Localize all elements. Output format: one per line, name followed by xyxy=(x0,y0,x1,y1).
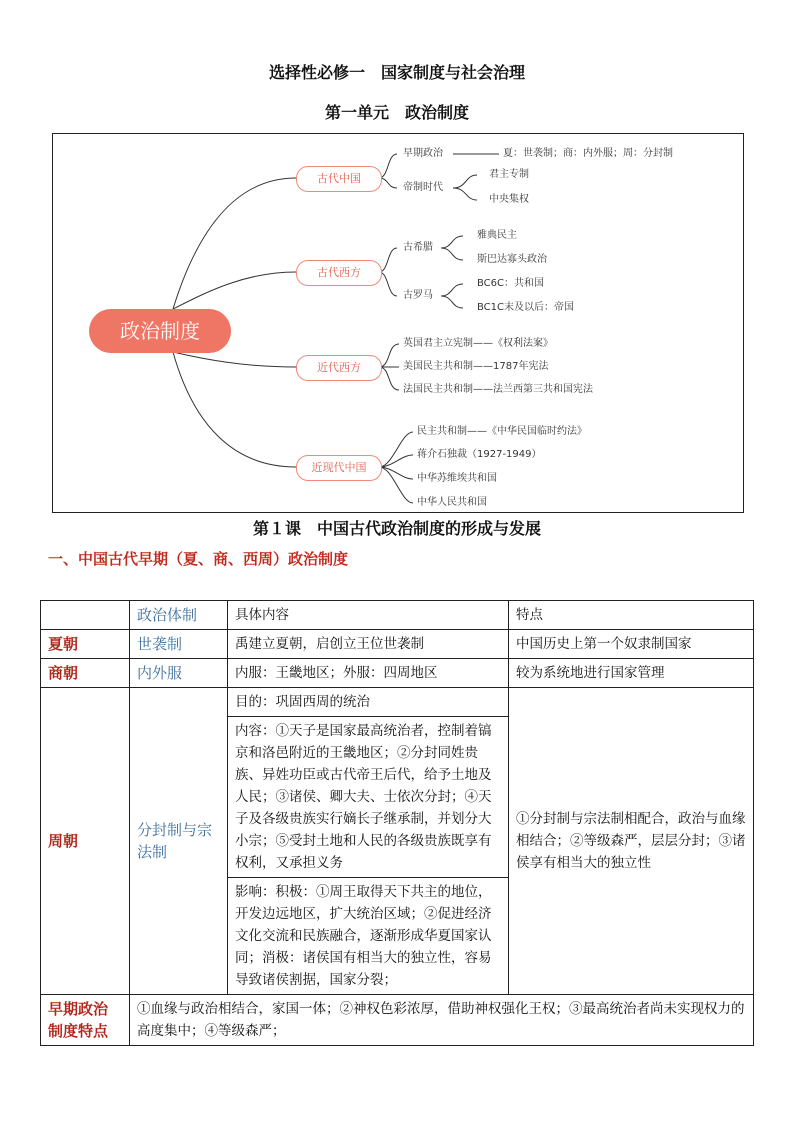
header-cell-feature: 特点 xyxy=(509,601,754,630)
leaf-sparta-oligarchy: 斯巴达寡头政治 xyxy=(477,254,547,265)
header-cell-system: 政治体制 xyxy=(130,601,228,630)
leaf-centralization: 中央集权 xyxy=(489,194,529,205)
zhou-details-cell xyxy=(228,688,509,995)
zhou-content: 内容：①天子是国家最高统治者，控制着镐京和洛邑附近的王畿地区；②分封同姓贵族、异姓功臣或古代帝王后代，给予土地及人民；③诸侯、卿大夫、士依次分封；④天子及各级贵族实行嫡长子继承制，并划分大小宗；⑤受封土地和人民的各级贵族既享有权利，又承担义务 xyxy=(228,716,508,877)
summary-label: 早期政治制度特点 xyxy=(41,995,130,1046)
leaf-imperial-era: 帝制时代 xyxy=(403,182,443,193)
branch-modern-china: 近现代中国 xyxy=(296,455,382,481)
politics-table xyxy=(40,600,754,1046)
feature-cell: 中国历史上第一个奴隶制国家 xyxy=(509,630,754,659)
summary-text: ①血缘与政治相结合，家国一体；②神权色彩浓厚，借助神权强化王权；③最高统治者尚未实现权力的高度集中；④等级森严； xyxy=(130,995,754,1046)
system-cell: 内外服 xyxy=(130,659,228,688)
unit-title: 第一单元 政治制度 xyxy=(324,103,469,122)
header-cell-empty xyxy=(41,601,130,630)
mind-map-root: 政治制度 xyxy=(89,309,231,353)
section-heading: 一、中国古代早期（夏、商、西周）政治制度 xyxy=(48,550,349,568)
zhou-purpose: 目的：巩固西周的统治 xyxy=(235,694,370,710)
leaf-roc-constitution: 民主共和制——《中华民国临时约法》 xyxy=(417,426,587,437)
dynasty-cell: 夏朝 xyxy=(41,630,130,659)
lesson-title: 第１课 中国古代政治制度的形成与发展 xyxy=(252,519,541,538)
leaf-athens-democracy: 雅典民主 xyxy=(477,230,517,241)
leaf-xia-shang-zhou: 夏：世袭制；商：内外服；周：分封制 xyxy=(503,148,673,159)
leaf-france: 法国民主共和制——法兰西第三共和国宪法 xyxy=(403,384,593,395)
feature-cell: 较为系统地进行国家管理 xyxy=(509,659,754,688)
dynasty-cell: 商朝 xyxy=(41,659,130,688)
leaf-prc: 中华人民共和国 xyxy=(417,497,487,508)
table-row-xia xyxy=(41,630,754,659)
leaf-early-politics: 早期政治 xyxy=(403,148,443,159)
leaf-roman-empire: BC1C末及以后：帝国 xyxy=(477,302,575,313)
branch-ancient-china: 古代中国 xyxy=(296,166,382,192)
leaf-chiang-dictatorship: 蒋介石独裁（1927-1949） xyxy=(417,449,542,460)
system-cell: 分封制与宗法制 xyxy=(130,688,228,995)
content-cell: 内服：王畿地区；外服：四周地区 xyxy=(228,659,509,688)
leaf-chinese-soviet-republic: 中华苏维埃共和国 xyxy=(417,473,497,484)
document-title: 选择性必修一 国家制度与社会治理 xyxy=(268,63,525,82)
feature-cell: ①分封制与宗法制相配合，政治与血缘相结合；②等级森严，层层分封；③诸侯享有相当大的独立性 xyxy=(509,688,754,995)
table-row-zhou xyxy=(41,688,754,995)
leaf-autocracy: 君主专制 xyxy=(489,169,529,180)
table-row-summary xyxy=(41,995,754,1046)
content-cell: 禹建立夏朝，启创立王位世袭制 xyxy=(228,630,509,659)
table-row-shang xyxy=(41,659,754,688)
mind-map xyxy=(52,133,744,513)
leaf-britain: 英国君主立宪制——《权利法案》 xyxy=(403,338,553,349)
table-header-row xyxy=(41,601,754,630)
header-cell-content: 具体内容 xyxy=(228,601,509,630)
dynasty-cell: 周朝 xyxy=(41,688,130,995)
leaf-roman-republic: BC6C：共和国 xyxy=(477,278,545,289)
zhou-impact: 影响：积极：①周王取得天下共主的地位，开发边远地区，扩大统治区域；②促进经济文化交流和民族融合，逐渐形成华夏国家认同；消极：诸侯国有相当大的独立性，容易导致诸侯割据，国家分裂； xyxy=(228,877,508,994)
leaf-usa: 美国民主共和制——1787年宪法 xyxy=(403,361,549,372)
system-cell: 世袭制 xyxy=(130,630,228,659)
branch-ancient-west: 古代西方 xyxy=(296,260,382,286)
branch-modern-west: 近代西方 xyxy=(296,355,382,381)
leaf-ancient-greece: 古希腊 xyxy=(403,242,433,253)
leaf-ancient-rome: 古罗马 xyxy=(403,290,433,301)
